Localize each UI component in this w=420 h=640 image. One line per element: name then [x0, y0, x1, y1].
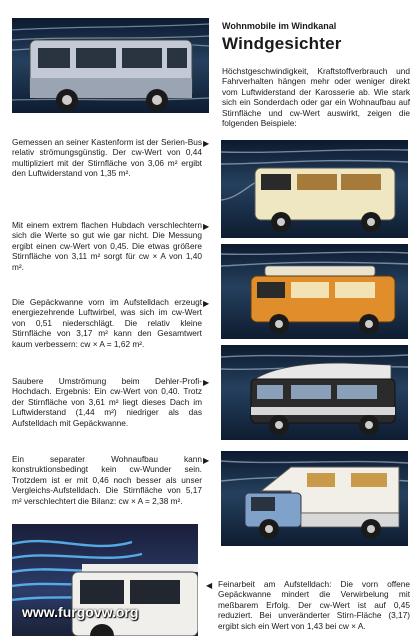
arrow-right-icon: ▶ [203, 299, 210, 308]
photo-silver-van-side [12, 18, 209, 113]
arrow-left-icon: ◀ [206, 581, 213, 590]
photo-dehler-hochdach [221, 345, 408, 440]
arrow-right-icon: ▶ [203, 456, 210, 465]
arrow-right-icon: ▶ [203, 139, 210, 148]
paragraph-hubdach: Mit einem extrem flachen Hubdach verschlechtern sich die Werte so gut wie gar nicht. Die Messung ergibt einen cw-Wert von 0,45. Die etwas größere Stirnfläche von 3,11 m² sorgt für cw × A von 1,40 m². [12, 220, 202, 272]
arrow-right-icon: ▶ [203, 222, 210, 231]
arrow-right-icon: ▶ [203, 378, 210, 387]
watermark: www.furgovw.org [22, 604, 139, 620]
intro-text: Höchstgeschwindigkeit, Kraftstoffverbrauch und Fahrverhalten hängen mehr oder weniger direkt vom Luftwiderstand der Karosserie ab. Wie stark sich ein Sonderdach oder gar ein Wohnaufbau auf Stirnfläche und cw-Wert auswirkt, zeigen die folgenden Beispiele: [222, 66, 410, 129]
paragraph-aufstelldach: Die Gepäckwanne vorn im Aufstelldach erzeugt energiezehrende Luftwirbel, was sich im cw-Wert von 0,51 niederschlägt. Die relativ kleine Stirnfläche von 3,17 m² kann den Gesamtwert kaum verbessern: cw × A = 1,62 m². [12, 297, 202, 349]
photo-wohnaufbau [221, 451, 408, 546]
photo-serien-bus [221, 140, 408, 238]
photo-aufstelldach-orange [221, 244, 408, 339]
paragraph-dehler: Saubere Umströmung beim Dehler-Profi-Hochdach. Ergebnis: Ein cw-Wert von 0,40. Trotz der Stirnfläche von 3,61 m² liegt dieses Dach im Luftwiderstand (1,44 m²) niedriger als das Aufstelldach mit Gepäckwanne. [12, 376, 202, 428]
paragraph-serien-bus: Gemessen an seiner Kastenform ist der Serien-Bus relativ strömungsgünstig. Der cw-Wert von 0,44 multipliziert mit der Stirnfläche von 3,06 m² ergibt den Luftwiderstand von 1,35 m². [12, 137, 202, 179]
caption-feinarbeit: Feinarbeit am Aufstelldach: Die vorn offene Gepäckwanne mindert die Verwirbelung mit meßbarem Erfolg. Der cw-Wert ist auf 0,45 reduziert. Bei unveränderter Stirn-Fläche (3,17) ergibt sich ein Wert von 1,43 bei cw × A. [218, 579, 410, 631]
kicker: Wohnmobile im Windkanal [222, 21, 337, 31]
paragraph-wohnaufbau: Ein separater Wohnaufbau kann konstruktionsbedingt kein cw-Wunder sein. Trotzdem ist er mit 0,46 noch besser als unser Vergleichs-Aufstelldach. Die Stirnfläche von 5,17 m² verschlechtert die Bilanz: cw × A = 2,38 m². [12, 454, 202, 506]
page-title: Windgesichter [222, 34, 342, 53]
